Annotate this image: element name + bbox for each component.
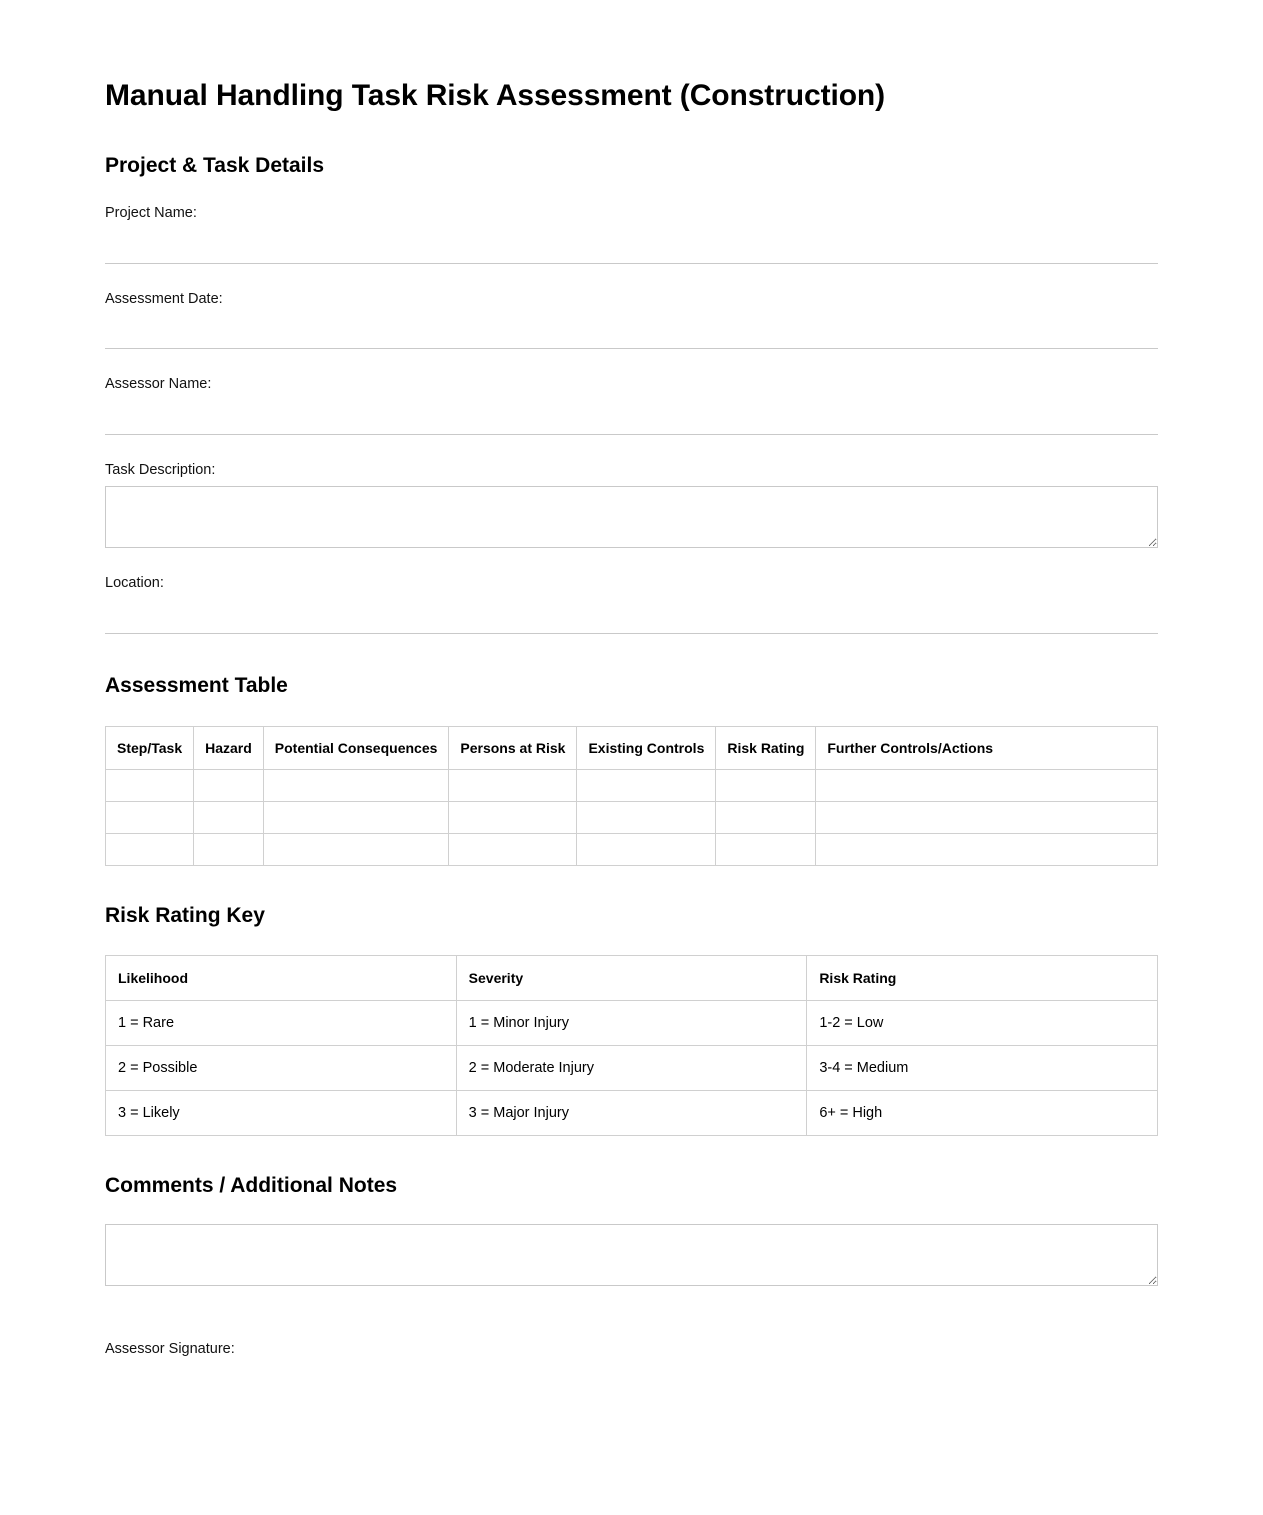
table-row bbox=[106, 1000, 1158, 1045]
task-description-textarea[interactable] bbox=[105, 486, 1158, 548]
project-name-input[interactable] bbox=[105, 230, 1158, 264]
cell-likelihood: 1 = Rare bbox=[106, 1000, 457, 1045]
cell-likelihood: 3 = Likely bbox=[106, 1090, 457, 1135]
field-assessment-date bbox=[105, 290, 1158, 350]
field-location bbox=[105, 574, 1158, 634]
column-header-risk-rating: Risk Rating bbox=[716, 726, 816, 769]
table-row bbox=[106, 833, 1158, 865]
assessment-table-header-row bbox=[106, 726, 1158, 769]
section-heading-project-details: Project & Task Details bbox=[105, 154, 325, 177]
cell-step-task[interactable] bbox=[106, 801, 194, 833]
cell-existing-controls[interactable] bbox=[577, 833, 716, 865]
cell-severity: 2 = Moderate Injury bbox=[456, 1045, 807, 1090]
cell-risk-rating[interactable] bbox=[716, 801, 816, 833]
cell-persons-at-risk[interactable] bbox=[449, 769, 577, 801]
comments-textarea[interactable] bbox=[105, 1224, 1158, 1286]
assessor-name-input[interactable] bbox=[105, 401, 1158, 435]
label-assessor-signature: Assessor Signature: bbox=[105, 1340, 235, 1357]
page-bottom-spacer bbox=[105, 1365, 1158, 1505]
table-row bbox=[106, 801, 1158, 833]
field-assessor-name bbox=[105, 375, 1158, 435]
key-table-header-row bbox=[106, 955, 1158, 1000]
section-heading-comments: Comments / Additional Notes bbox=[105, 1173, 398, 1197]
cell-likelihood: 2 = Possible bbox=[106, 1045, 457, 1090]
table-row bbox=[106, 769, 1158, 801]
cell-risk-rating: 6+ = High bbox=[807, 1090, 1158, 1135]
cell-step-task[interactable] bbox=[106, 833, 194, 865]
label-task-description: Task Description: bbox=[105, 461, 216, 478]
label-assessor-name: Assessor Name: bbox=[105, 376, 212, 393]
table-row bbox=[106, 1090, 1158, 1135]
cell-further-controls[interactable] bbox=[816, 801, 1158, 833]
cell-risk-rating: 1-2 = Low bbox=[807, 1000, 1158, 1045]
column-header-potential-consequences: Potential Consequences bbox=[263, 726, 449, 769]
cell-hazard[interactable] bbox=[194, 833, 264, 865]
label-location: Location: bbox=[105, 575, 164, 592]
label-assessment-date: Assessment Date: bbox=[105, 290, 223, 307]
cell-potential-consequences[interactable] bbox=[263, 833, 449, 865]
column-header-further-controls: Further Controls/Actions bbox=[816, 726, 1158, 769]
cell-step-task[interactable] bbox=[106, 769, 194, 801]
cell-severity: 1 = Minor Injury bbox=[456, 1000, 807, 1045]
column-header-existing-controls: Existing Controls bbox=[577, 726, 716, 769]
column-header-persons-at-risk: Persons at Risk bbox=[449, 726, 577, 769]
location-input[interactable] bbox=[105, 600, 1158, 634]
cell-potential-consequences[interactable] bbox=[263, 769, 449, 801]
field-assessor-signature bbox=[105, 1340, 1158, 1360]
field-task-description bbox=[105, 461, 1158, 549]
cell-existing-controls[interactable] bbox=[577, 769, 716, 801]
cell-risk-rating: 3-4 = Medium bbox=[807, 1045, 1158, 1090]
table-row bbox=[106, 1045, 1158, 1090]
cell-hazard[interactable] bbox=[194, 769, 264, 801]
field-comments bbox=[105, 1224, 1158, 1286]
cell-further-controls[interactable] bbox=[816, 769, 1158, 801]
cell-hazard[interactable] bbox=[194, 801, 264, 833]
cell-persons-at-risk[interactable] bbox=[449, 833, 577, 865]
cell-risk-rating[interactable] bbox=[716, 769, 816, 801]
column-header-step-task: Step/Task bbox=[106, 726, 194, 769]
assessment-date-input[interactable] bbox=[105, 315, 1158, 349]
cell-risk-rating[interactable] bbox=[716, 833, 816, 865]
column-header-hazard: Hazard bbox=[194, 726, 264, 769]
assessment-table bbox=[105, 726, 1158, 866]
column-header-risk-rating: Risk Rating bbox=[807, 955, 1158, 1000]
risk-rating-key-table bbox=[105, 955, 1158, 1136]
page-title: Manual Handling Task Risk Assessment (Construction) bbox=[105, 79, 886, 112]
column-header-likelihood: Likelihood bbox=[106, 955, 457, 1000]
column-header-severity: Severity bbox=[456, 955, 807, 1000]
section-heading-assessment-table: Assessment Table bbox=[105, 673, 288, 697]
field-project-name bbox=[105, 204, 1158, 264]
cell-further-controls[interactable] bbox=[816, 833, 1158, 865]
cell-persons-at-risk[interactable] bbox=[449, 801, 577, 833]
section-heading-risk-rating-key: Risk Rating Key bbox=[105, 903, 265, 927]
cell-severity: 3 = Major Injury bbox=[456, 1090, 807, 1135]
cell-existing-controls[interactable] bbox=[577, 801, 716, 833]
cell-potential-consequences[interactable] bbox=[263, 801, 449, 833]
label-project-name: Project Name: bbox=[105, 205, 197, 221]
